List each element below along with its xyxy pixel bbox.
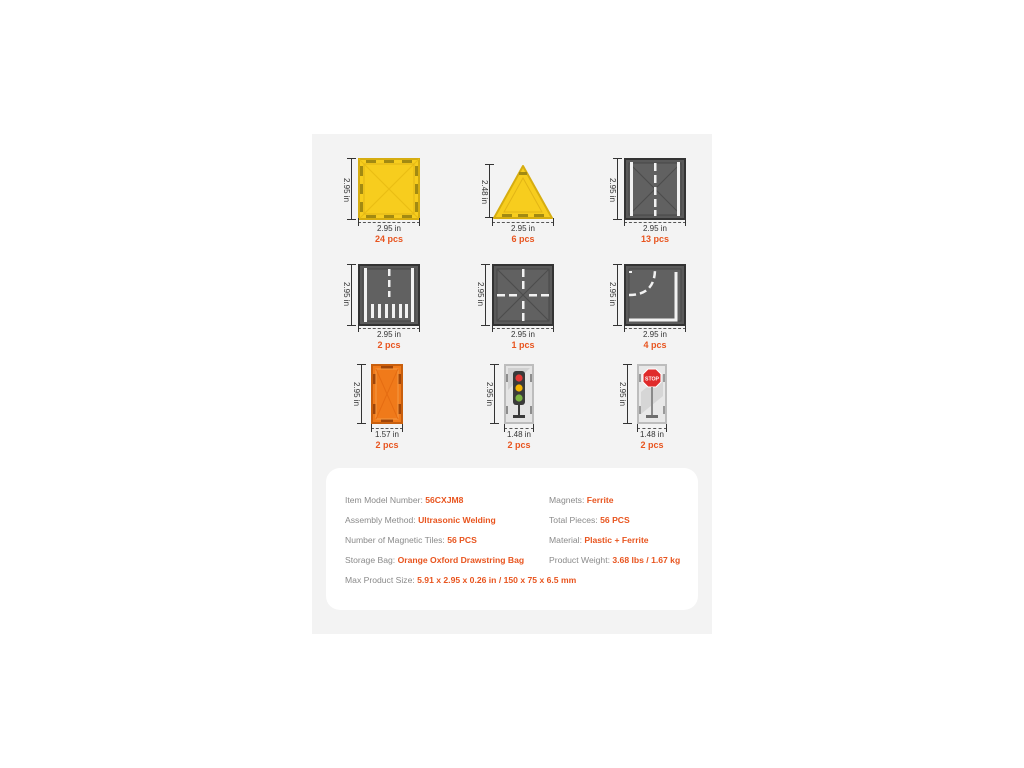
spec-value: 56CXJM8 <box>425 495 464 505</box>
height-label: 2.95 in <box>342 178 351 203</box>
spec-value: Orange Oxford Drawstring Bag <box>397 555 525 565</box>
height-label: 2.95 in <box>342 282 351 307</box>
spec-label: Product Weight: <box>549 555 610 565</box>
width-label: 2.95 in <box>376 224 402 233</box>
curve-road-tile-image <box>624 264 686 326</box>
height-label: 2.48 in <box>480 180 489 205</box>
spec-label: Item Model Number: <box>345 495 423 505</box>
width-label: 2.95 in <box>642 330 668 339</box>
height-label: 2.95 in <box>476 282 485 307</box>
quantity-label: 2 pcs <box>507 440 531 450</box>
stop-sign-tile-image <box>637 364 667 426</box>
stop-sign-text: STOP <box>644 376 660 383</box>
spec-material <box>549 535 649 545</box>
width-label: 1.48 in <box>639 430 665 439</box>
spec-product-weight <box>549 555 680 565</box>
spec-label: Max Product Size: <box>345 575 415 585</box>
spec-value: Ultrasonic Welding <box>418 515 496 525</box>
spec-value: Ferrite <box>586 495 614 505</box>
orange-rectangle-tile-image <box>371 364 403 426</box>
spec-max-size <box>345 575 576 585</box>
height-label: 2.95 in <box>485 382 494 407</box>
quantity-label: 2 pcs <box>377 340 401 350</box>
height-label: 2.95 in <box>352 382 361 407</box>
quantity-label: 24 pcs <box>374 234 404 244</box>
yellow-square-tile-image <box>358 158 420 220</box>
height-label: 2.95 in <box>608 282 617 307</box>
spec-label: Storage Bag: <box>345 555 396 565</box>
width-label: 2.95 in <box>376 330 402 339</box>
quantity-label: 4 pcs <box>643 340 667 350</box>
spec-label: Total Pieces: <box>549 515 598 525</box>
quantity-label: 6 pcs <box>511 234 535 244</box>
intersection-road-tile-image <box>492 264 554 326</box>
height-label: 2.95 in <box>618 382 627 407</box>
quantity-label: 2 pcs <box>640 440 664 450</box>
traffic-light-tile-image <box>504 364 534 426</box>
quantity-label: 13 pcs <box>640 234 670 244</box>
width-label: 2.95 in <box>510 330 536 339</box>
spec-value: 3.68 lbs / 1.67 kg <box>612 555 681 565</box>
spec-label: Material: <box>549 535 582 545</box>
height-label: 2.95 in <box>608 178 617 203</box>
spec-assembly-method <box>345 515 496 525</box>
crosswalk-road-tile-image <box>358 264 420 326</box>
width-label: 1.57 in <box>374 430 400 439</box>
yellow-triangle-tile-image <box>492 164 554 220</box>
quantity-label: 1 pcs <box>511 340 535 350</box>
spec-value: 56 PCS <box>447 535 477 545</box>
width-label: 2.95 in <box>642 224 668 233</box>
spec-model-number <box>345 495 463 505</box>
spec-label: Assembly Method: <box>345 515 416 525</box>
spec-magnetic-tiles <box>345 535 477 545</box>
spec-value: Plastic + Ferrite <box>584 535 649 545</box>
straight-road-tile-image <box>624 158 686 220</box>
spec-storage-bag <box>345 555 524 565</box>
width-label: 1.48 in <box>506 430 532 439</box>
width-label: 2.95 in <box>510 224 536 233</box>
spec-value: 5.91 x 2.95 x 0.26 in / 150 x 75 x 6.5 mm <box>417 575 577 585</box>
spec-label: Magnets: <box>549 495 585 505</box>
spec-value: 56 PCS <box>600 515 630 525</box>
spec-total-pieces <box>549 515 630 525</box>
spec-magnets <box>549 495 614 505</box>
spec-label: Number of Magnetic Tiles: <box>345 535 445 545</box>
quantity-label: 2 pcs <box>375 440 399 450</box>
